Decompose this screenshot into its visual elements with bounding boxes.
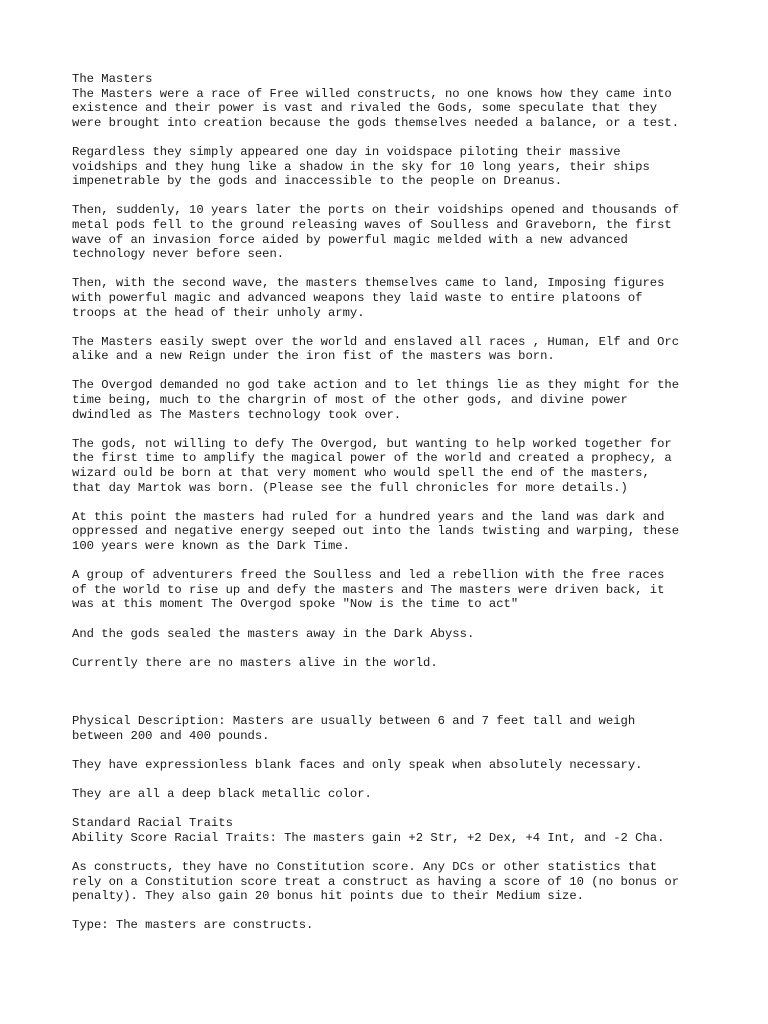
section-spacer (72, 685, 712, 714)
paragraph-physical-description: Physical Description: Masters are usually between 6 and 7 feet tall and weigh between 200 and 400 pounds. (72, 714, 636, 743)
paragraph-color: They are all a deep black metallic color. (72, 787, 372, 802)
paragraph-first-wave: Then, suddenly, 10 years later the ports on their voidships opened and thousands of metal pods fell to the ground releasing waves of Soulless and Graveborn, the first wave of an invasion force aided by powerful magic melded with a new advanced technology never before seen. (72, 203, 680, 262)
title-and-intro-paragraph: The Masters The Masters were a race of Free willed constructs, no one knows how they came into existence and their power is vast and rivaled the Gods, some speculate that they were brought into creation because the gods themselves needed a balance, or a test. (72, 72, 680, 130)
paragraph-racial-traits: Standard Racial Traits Ability Score Racial Traits: The masters gain +2 Str, +2 Dex, +4 Int, and -2 Cha. (72, 816, 665, 845)
paragraph-sealed: And the gods sealed the masters away in the Dark Abyss. (72, 626, 475, 641)
paragraph-faces: They have expressionless blank faces and only speak when absolutely necessary. (72, 757, 643, 772)
paragraph-current-status: Currently there are no masters alive in the world. (72, 655, 438, 670)
paragraph-appearance: Regardless they simply appeared one day in voidspace piloting their massive voidships and they hung like a shadow in the sky for 10 long years, their ships impenetrable by the gods and inaccessible to the people on Dreanus. (72, 144, 650, 189)
paragraph-dark-time: At this point the masters had ruled for a hundred years and the land was dark and oppressed and negative energy seeped out into the lands twisting and warping, these 100 years were known as the Dark Time. (72, 509, 680, 553)
paragraph-constitution: As constructs, they have no Constitution score. Any DCs or other statistics that rely on a Constitution score treat a construct as having a score of 10 (no bonus or penalty). They also gain 20 bonus hit points due to their Medium size. (72, 860, 680, 904)
paragraph-rebellion: A group of adventurers freed the Soulless and led a rebellion with the free races of the world to rise up and defy the masters and The masters were driven back, it was at this moment The Overgod spoke "Now is the time to act" (72, 568, 665, 612)
document-page (72, 72, 712, 948)
paragraph-enslavement: The Masters easily swept over the world and enslaved all races , Human, Elf and Orc alike and a new Reign under the iron fist of the masters was born. (72, 334, 680, 364)
paragraph-prophecy: The gods, not willing to defy The Overgod, but wanting to help worked together for the first time to amplify the magical power of the world and created a prophecy, a wizard ould be born at that very moment who would spell the end of the masters, that day Martok was born. (Please see the full chronicles for more details.) (72, 436, 672, 495)
paragraph-overgod: The Overgod demanded no god take action and to let things lie as they might for the time being, much to the chargrin of most of the other gods, and divine power dwindled as The Masters technology took over. (72, 378, 680, 422)
paragraph-type: Type: The masters are constructs. (72, 918, 314, 933)
paragraph-second-wave: Then, with the second wave, the masters themselves came to land, Imposing figures with powerful magic and advanced weapons they laid waste to entire platoons of troops at the head of their unholy army. (72, 276, 665, 320)
